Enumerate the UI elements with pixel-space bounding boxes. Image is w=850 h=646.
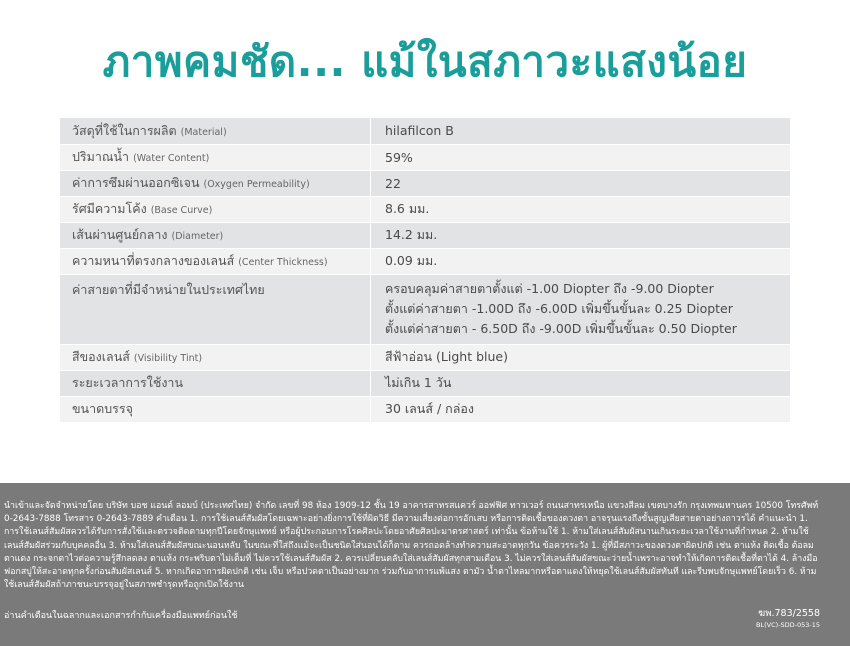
footer-read-label: อ่านคำเตือนในฉลากและเอกสารกำกับเครื่องมือแพทย์ก่อนใช้ — [4, 611, 238, 621]
spec-row-visibility-tint — [60, 344, 790, 370]
spec-label: ขนาดบรรจุ — [60, 396, 370, 422]
spec-value: 0.09 มม. — [371, 248, 791, 274]
spec-row-diameter — [60, 222, 790, 248]
spec-label: ค่าการซึมผ่านออกซิเจน (Oxygen Permeability) — [60, 170, 370, 196]
spec-label: ปริมาณน้ำ (Water Content) — [60, 144, 370, 170]
spec-row-oxygen-permeability — [60, 170, 790, 196]
spec-value: 14.2 มม. — [371, 222, 791, 248]
spec-label: สีของเลนส์ (Visibility Tint) — [60, 344, 370, 370]
spec-label: รัศมีความโค้ง (Base Curve) — [60, 196, 370, 222]
spec-value-line: ตั้งแต่ค่าสายตา - 6.50D ถึง -9.00D เพิ่มขึ้นขั้นละ 0.50 Diopter — [385, 321, 737, 336]
footer-disclaimer — [0, 483, 850, 646]
spec-row-water-content — [60, 144, 790, 170]
spec-value: hilafilcon B — [371, 118, 791, 144]
spec-value — [371, 274, 791, 344]
spec-label: ระยะเวลาการใช้งาน — [60, 370, 370, 396]
spec-row-package-size — [60, 396, 790, 422]
spec-row-base-curve — [60, 196, 790, 222]
spec-value-line: ครอบคลุมค่าสายตาตั้งแต่ -1.00 Diopter ถึง -9.00 Diopter — [385, 281, 714, 296]
spec-label: ค่าสายตาที่มีจำหน่ายในประเทศไทย — [60, 274, 370, 344]
spec-value: สีฟ้าอ่อน (Light blue) — [371, 344, 791, 370]
spec-label: เส้นผ่านศูนย์กลาง (Diameter) — [60, 222, 370, 248]
spec-value: 22 — [371, 170, 791, 196]
spec-table — [60, 118, 790, 423]
spec-value: ไม่เกิน 1 วัน — [371, 370, 791, 396]
permit-code: BL(VC)-SDD-053-15 — [756, 621, 820, 629]
headline-title: ภาพคมชัด... แม้ในสภาวะแสงน้อย — [102, 37, 748, 86]
spec-value-line: ตั้งแต่ค่าสายตา -1.00D ถึง -6.00D เพิ่มขึ้นขั้นละ 0.25 Diopter — [385, 301, 733, 316]
spec-row-material — [60, 118, 790, 144]
spec-value: 59% — [371, 144, 791, 170]
spec-value: 30 เลนส์ / กล่อง — [371, 396, 791, 422]
spec-label: ความหนาที่ตรงกลางของเลนส์ (Center Thickness) — [60, 248, 370, 274]
spec-label: วัสดุที่ใช้ในการผลิต (Material) — [60, 118, 370, 144]
permit-number: ฆพ.783/2558 — [758, 608, 820, 619]
spec-value: 8.6 มม. — [371, 196, 791, 222]
spec-row-center-thickness — [60, 248, 790, 274]
footer-warning-text: นำเข้าและจัดจำหน่ายโดย บริษัท บอช แอนด์ ลอมบ์ (ประเทศไทย) จำกัด เลขที่ 98 ห้อง 1909-12 ชั้น 19 อาคารสาทรสแควร์ ออฟฟิศ ทาวเวอร์ ถนนสาทรเหนือ แขวงสีลม เขตบางรัก กรุงเทพมหานคร 10500 โทรศัพท์ 0-2643-7888 โทรสาร 0-2643-7889 คำเตือน 1. การใช้เลนส์สัมผัสโดยเฉพาะอย่างยิ่งการใช้ที่ผิดวิธี มีความเสี่ยงต่อการอักเสบ หรือการติดเชื้อของดวงตา อาจรุนแรงถึงขั้นสูญเสียสายตาอย่างถาวรได้ คำแนะนำ 1. การใช้เลนส์สัมผัสควรได้รับการสั่งใช้และตรวจติดตามทุกปีโดยจักษุแพทย์ หรือผู้ประกอบการโรคศิลปะโดยอาศัยศิลปะมาตรศาสตร์ เท่านั้น ข้อห้ามใช้ 1. ห้ามใส่เลนส์สัมผัสนานเกินระยะเวลาใช้งานที่กำหนด 2. ห้ามใช้เลนส์สัมผัสร่วมกับบุคคลอื่น 3. ห้ามใส่เลนส์สัมผัสขณะนอนหลับ ในขณะที่ใส่ถึงแม้จะเป็นชนิดใส่นอนได้ก็ตาม ควรถอดล้างทำความสะอาดทุกวัน ข้อควรระวัง 1. ผู้ที่มีสภาวะของดวงตาผิดปกติ เช่น ตาแห้ง ติดเชื้อ ต้อลม ตาแดง กระจกตาไวต่อความรู้สึกลดลง ตาแห้ง กระพริบตาไม่เต็มที่ ไม่ควรใช้เลนส์สัมผัส 2. ควรเปลี่ยนตลับใส่เลนส์สัมผัสทุกสามเดือน 3. ไม่ควรใส่เลนส์สัมผัสขณะว่ายน้ำเพราะอาจทำให้เกิดการติดเชื้อที่ตาได้ 4. ล้างมือฟอกสบู่ให้สะอาดทุกครั้งก่อนสัมผัสเลนส์ 5. หากเกิดอาการผิดปกติ เช่น เจ็บ หรือปวดตาเป็นอย่างมาก ร่วมกับอาการแพ้แสง ตามัว น้ำตาไหลมากหรือตาแดงให้หยุดใช้เลนส์สัมผัสทันที และรีบพบจักษุแพทย์โดยเร็ว 6. ห้ามใช้เลนส์สัมผัสถ้าภาชนะบรรจุอยู่ในสภาพชำรุดหรือถูกเปิดใช้งาน — [4, 501, 819, 591]
spec-row-power-range — [60, 274, 790, 344]
spec-row-usage-period — [60, 370, 790, 396]
permit-block — [756, 608, 820, 630]
